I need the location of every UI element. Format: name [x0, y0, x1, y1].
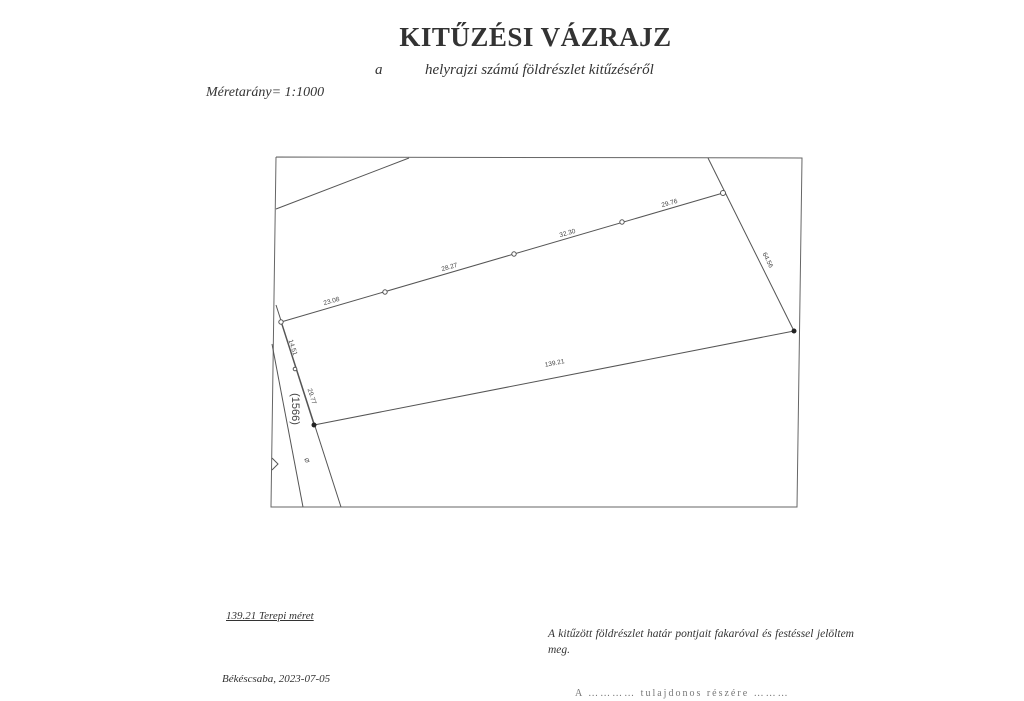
parcel-number-label: (1566) [289, 393, 301, 425]
staking-note: A kitűzött földrészlet határ pontjait fakaróval és festéssel jelöltem meg. [548, 628, 854, 656]
parcel-top-boundary [281, 193, 723, 322]
boundary-point [721, 191, 726, 196]
measurement-label: 29.76 [660, 197, 679, 210]
boundary-point [293, 367, 297, 371]
boundary-point [279, 320, 283, 324]
measurement-label: 28.27 [440, 261, 459, 274]
parcel-bottom-boundary [314, 331, 794, 425]
measurement-label: 14.51 [286, 338, 299, 357]
boundary-point [620, 220, 624, 224]
road-edge-line [272, 344, 303, 507]
measurement-label: 139.21 [544, 358, 566, 369]
document-title: KITŰZÉSI VÁZRAJZ [399, 22, 672, 52]
parcel-right-boundary [708, 158, 794, 331]
subtitle-prefix: a [375, 62, 383, 78]
scale-label: Méretarány= 1:1000 [206, 85, 325, 100]
boundary-point [512, 252, 516, 256]
document-subtitle: helyrajzi számú földrészlet kitűzéséről [425, 62, 654, 78]
legend-field-measurement: 139.21 Terepi méret [226, 610, 314, 622]
frame-notch [272, 458, 278, 470]
staked-point [312, 423, 317, 428]
measurement-label: 29.77 [305, 387, 318, 406]
measurement-label: 32.30 [558, 227, 577, 240]
neighbour-boundary-line [276, 158, 409, 209]
staked-point [792, 329, 797, 334]
faded-cutoff-line: A ………… tulajdonos részére ……… [575, 688, 790, 699]
place-date: Békéscsaba, 2023-07-05 [222, 673, 331, 685]
boundary-point [383, 290, 387, 294]
measurement-label: 64.56 [760, 251, 775, 270]
plan-frame [271, 157, 802, 507]
measurement-label: 23.08 [322, 295, 341, 308]
small-mark-label: Ø [302, 457, 310, 464]
